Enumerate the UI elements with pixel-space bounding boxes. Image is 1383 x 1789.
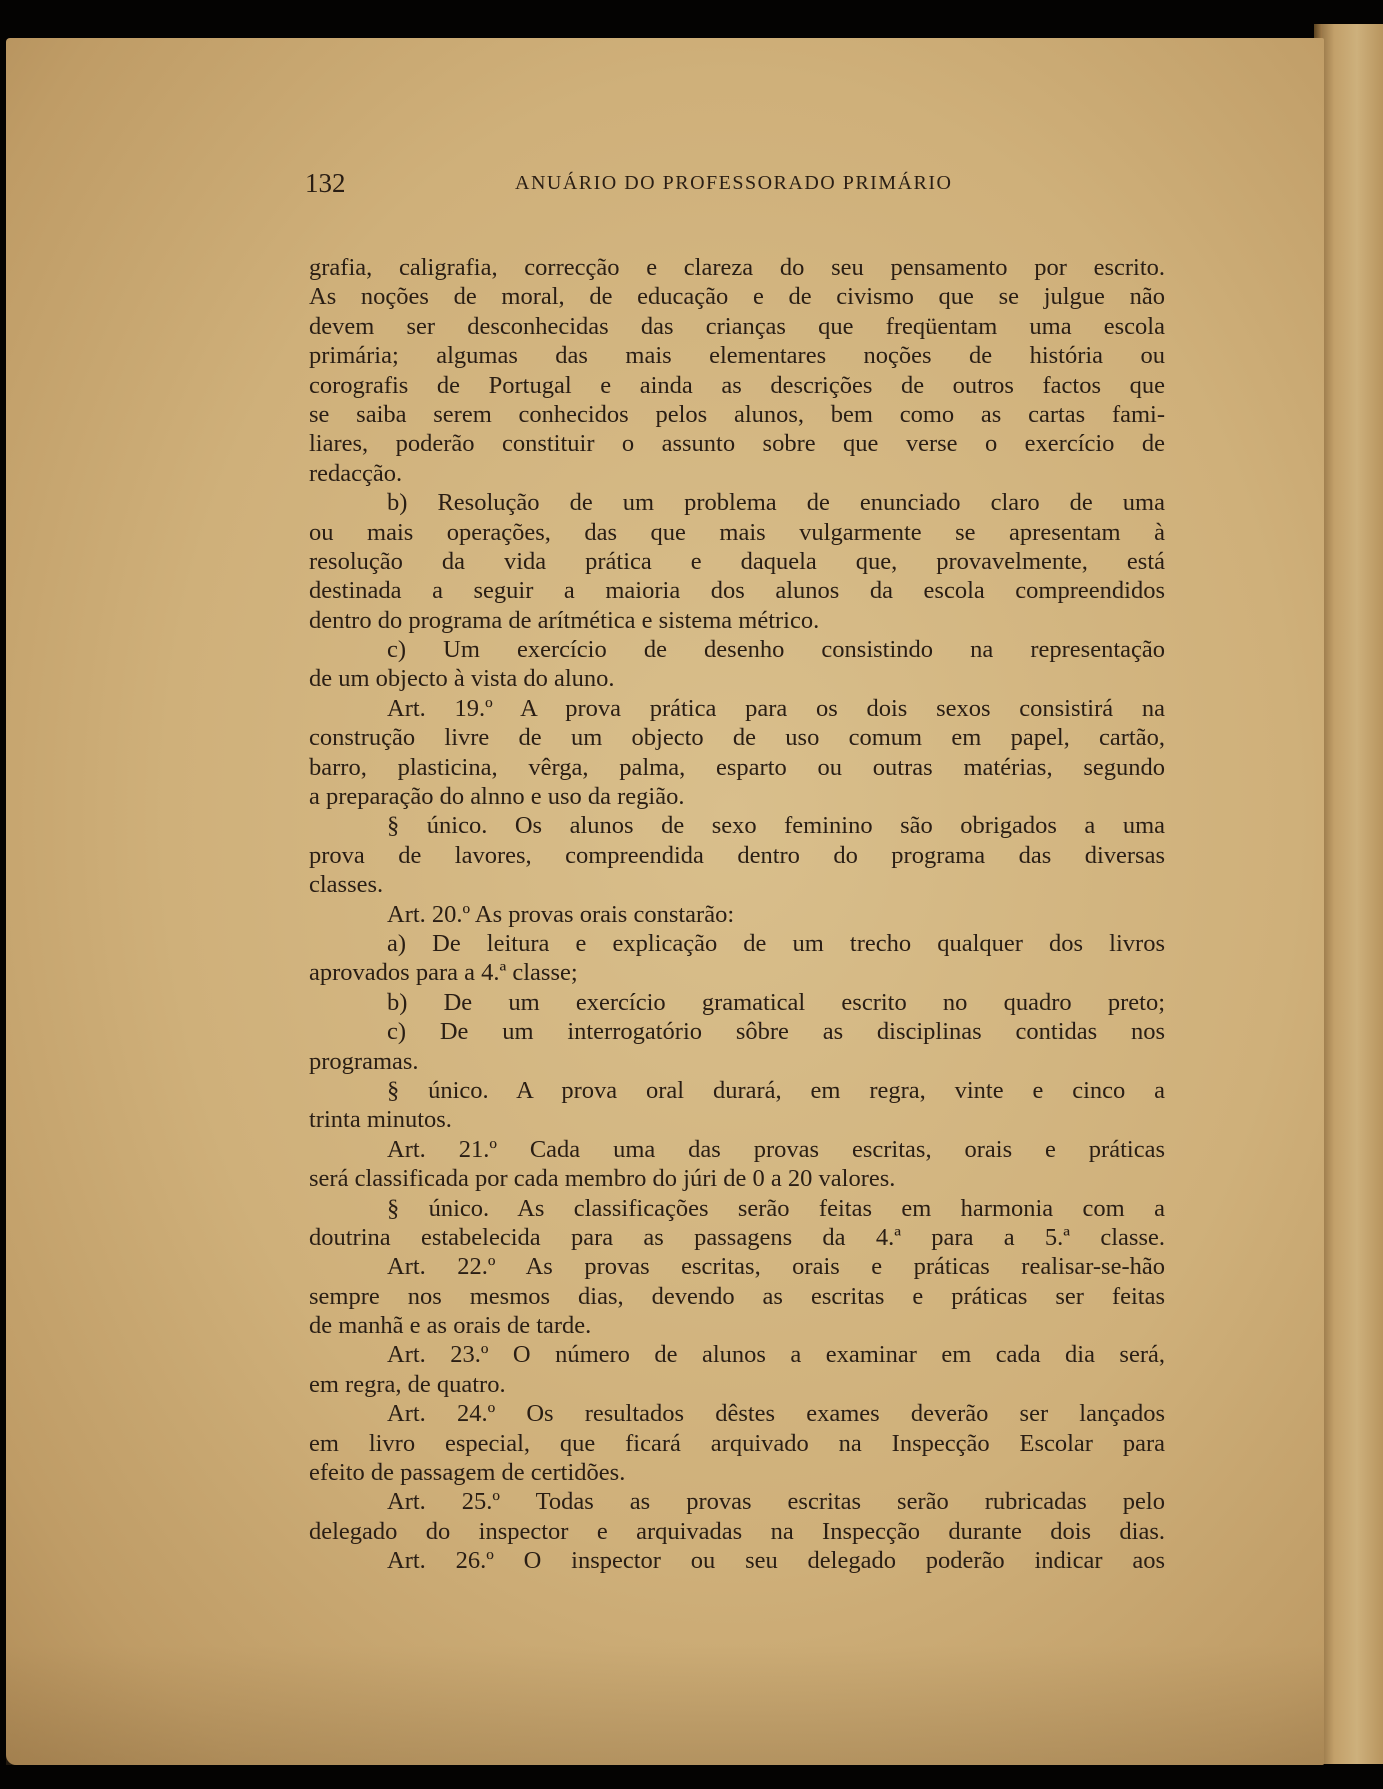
- text-line: programas.: [309, 1047, 419, 1075]
- text-line: Art. 20.º As provas orais constarão:: [387, 900, 735, 928]
- page-number: 132: [305, 168, 346, 198]
- text-line: Art. 19.º A prova prática para os dois sexos consistirá na: [387, 694, 1165, 722]
- text-line: destinada a seguir a maioria dos alunos da escola compreendidos: [309, 577, 1165, 605]
- text-line: aprovados para a 4.ª classe;: [309, 959, 578, 987]
- text-line: em regra, de quatro.: [309, 1370, 506, 1398]
- text-line: liares, poderão constituir o assunto sobre que verse o exercício de: [309, 430, 1165, 458]
- text-line: classes.: [309, 871, 384, 899]
- text-line: será classificada por cada membro do júri de 0 a 20 valores.: [309, 1165, 896, 1193]
- text-line: trinta minutos.: [309, 1106, 452, 1134]
- body-text: [309, 253, 1165, 1576]
- text-line: em livro especial, que ficará arquivado na Inspecção Escolar para: [309, 1429, 1165, 1457]
- text-line: Art. 22.º As provas escritas, orais e práticas realisar-se-hão: [387, 1253, 1165, 1281]
- text-line: delegado do inspector e arquivadas na Inspecção durante dois dias.: [309, 1517, 1165, 1545]
- text-line: Art. 26.º O inspector ou seu delegado poderão indicar aos: [387, 1547, 1165, 1575]
- text-line: de manhã e as orais de tarde.: [309, 1312, 592, 1340]
- text-line: As noções de moral, de educação e de civismo que se julgue não: [309, 283, 1165, 311]
- text-line: primária; algumas das mais elementares noções de história ou: [309, 342, 1165, 370]
- text-line: Art. 21.º Cada uma das provas escritas, orais e práticas: [387, 1135, 1165, 1163]
- facing-page-edge: [1318, 24, 1383, 1764]
- text-line: sempre nos mesmos dias, devendo as escritas e práticas ser feitas: [309, 1282, 1165, 1310]
- text-line: b) Resolução de um problema de enunciado claro de uma: [387, 489, 1165, 517]
- text-line: b) De um exercício gramatical escrito no quadro preto;: [387, 988, 1165, 1016]
- text-line: construção livre de um objecto de uso comum em papel, cartão,: [309, 724, 1165, 752]
- text-line: devem ser desconhecidas das crianças que freqüentam uma escola: [309, 312, 1165, 340]
- text-line: de um objecto à vista do aluno.: [309, 665, 615, 693]
- text-line: § único. A prova oral durará, em regra, vinte e cinco a: [387, 1076, 1165, 1104]
- text-line: efeito de passagem de certidões.: [309, 1459, 626, 1487]
- text-line: corografis de Portugal e ainda as descrições de outros factos que: [309, 371, 1165, 399]
- text-line: Art. 25.º Todas as provas escritas serão rubricadas pelo: [387, 1488, 1165, 1516]
- text-line: a preparação do alnno e uso da região.: [309, 783, 685, 811]
- text-line: ou mais operações, das que mais vulgarmente se apresentam à: [309, 518, 1165, 546]
- text-line: Art. 24.º Os resultados dêstes exames deverão ser lançados: [387, 1400, 1165, 1428]
- text-line: barro, plasticina, vêrga, palma, esparto ou outras matérias, segundo: [309, 753, 1165, 781]
- text-line: dentro do programa de arítmética e sistema métrico.: [309, 606, 820, 634]
- text-line: c) Um exercício de desenho consistindo na representação: [387, 636, 1165, 664]
- text-line: resolução da vida prática e daquela que, provavelmente, está: [309, 547, 1165, 575]
- text-line: doutrina estabelecida para as passagens da 4.ª para a 5.ª classe.: [309, 1223, 1165, 1251]
- text-line: redacção.: [309, 459, 403, 487]
- text-line: Art. 23.º O número de alunos a examinar em cada dia será,: [387, 1341, 1165, 1369]
- text-line: § único. Os alunos de sexo feminino são obrigados a uma: [387, 812, 1165, 840]
- text-line: § único. As classificações serão feitas em harmonia com a: [387, 1194, 1165, 1222]
- text-line: prova de lavores, compreendida dentro do programa das diversas: [309, 841, 1165, 869]
- page-header: [305, 168, 1005, 196]
- running-head: ANUÁRIO DO PROFESSORADO PRIMÁRIO: [515, 172, 953, 194]
- text-line: se saiba serem conhecidos pelos alunos, bem como as cartas fami-: [309, 400, 1165, 428]
- text-line: a) De leitura e explicação de um trecho qualquer dos livros: [387, 929, 1165, 957]
- text-line: c) De um interrogatório sôbre as disciplinas contidas nos: [387, 1018, 1165, 1046]
- text-line: grafia, caligrafia, correcção e clareza do seu pensamento por escrito.: [309, 254, 1165, 281]
